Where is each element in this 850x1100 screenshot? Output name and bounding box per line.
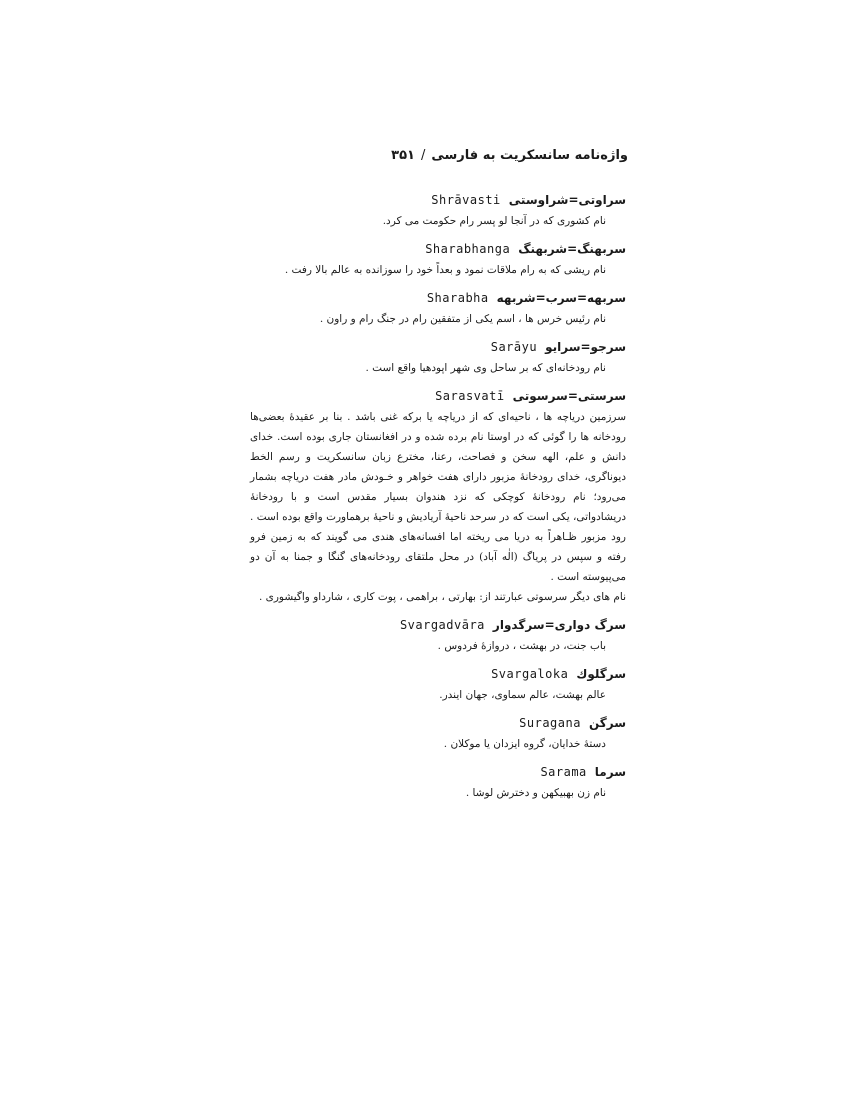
book-title: واژه‌نامه سانسکریت به فارسی bbox=[431, 148, 628, 163]
definition-paragraph: نام کشوری که در آنجا لو پسر رام حکومت می کرد. bbox=[382, 215, 606, 227]
definition-paragraph: نام ریشی که به رام ملاقات نمود و بعداً خود را سوزانده به عالم بالا رفت . bbox=[284, 264, 606, 276]
entry-transliteration: Sarama bbox=[540, 765, 587, 779]
dictionary-entry bbox=[250, 188, 626, 231]
entry-headword bbox=[250, 662, 626, 685]
entry-transliteration: Shrāvasti bbox=[431, 193, 501, 207]
definition-paragraph: نام رودخانه‌ای که بر ساحل وی شهر اپودهیا واقع است . bbox=[365, 362, 606, 374]
definition-paragraph: عالم بهشت، عالم سماوی، جهان ایندر. bbox=[439, 689, 606, 701]
entry-definition bbox=[250, 358, 626, 378]
entry-definition bbox=[250, 685, 626, 705]
entry-headword bbox=[250, 711, 626, 734]
definition-paragraph: باب جنت، در بهشت ، دروازهٔ فردوس . bbox=[437, 640, 606, 652]
entry-transliteration: Svargadvāra bbox=[399, 618, 485, 632]
entry-headword bbox=[250, 335, 626, 358]
dictionary-entry bbox=[250, 384, 626, 607]
definition-paragraph: نام های دیگر سرسوتی عبارتند از: بهارتی ، براهمی ، پوت کاری ، شارداو واگیشوری . bbox=[258, 591, 626, 603]
dictionary-entry bbox=[250, 237, 626, 280]
entry-transliteration: Sarāyu bbox=[490, 340, 538, 354]
entry-transliteration: Sharabha bbox=[426, 291, 489, 305]
entry-transliteration: Svargaloka bbox=[491, 667, 569, 681]
header-separator: / bbox=[420, 148, 426, 163]
entry-headword bbox=[250, 286, 626, 309]
entry-term: سرگلوك bbox=[576, 667, 626, 681]
entry-definition bbox=[250, 783, 626, 803]
entry-definition bbox=[250, 309, 626, 329]
page-number: ۳۵۱ bbox=[391, 148, 415, 163]
entry-term: سرستی=سرسوتی bbox=[512, 389, 626, 403]
entry-headword bbox=[250, 760, 626, 783]
entry-transliteration: Suragana bbox=[519, 716, 581, 730]
dictionary-entry bbox=[250, 286, 626, 329]
entry-definition bbox=[250, 407, 626, 607]
dictionary-entries bbox=[250, 188, 626, 809]
entry-transliteration: Sarasvatī bbox=[435, 389, 505, 403]
definition-paragraph: دستهٔ خدایان، گروه ایزدان یا موکلان . bbox=[443, 738, 606, 750]
definition-paragraph: نام رئیس خرس ها ، اسم یکی از متفقین رام در جنگ رام و راون . bbox=[319, 313, 606, 325]
dictionary-entry bbox=[250, 613, 626, 656]
definition-paragraph: نام زن بهبیکهن و دخترش لوشا . bbox=[465, 787, 606, 799]
entry-term: سرجو=سرایو bbox=[545, 340, 626, 354]
entry-definition bbox=[250, 211, 626, 231]
entry-term: سربهنگ=شربهنگ bbox=[518, 242, 626, 256]
definition-paragraph: سرزمین دریاچه ها ، ناحیه‌ای که از دریاچه یا برکه غنی باشد . بنا بر عقیدهٔ بعضی‌ها رودخانه ها را گوئی که در اوستا نام برده شده و در افغانستان جاری بوده است. خدای دانش و علم، الهه سخن و فصاحت، رعنا، مخترع زبان سانسکریت و رسم الخط دیوناگری، خدای رودخانهٔ مزبور دارای هفت خواهر و خـودش مادر هفت دریاچه بشمار می‌رود؛ نام رودخانهٔ کوچکی که نزد هندوان بسیار مقدس است و با رودخانهٔ دریشادواتی، یکی است که در سرحد ناحیهٔ آریادیش و ناحیهٔ برهماورت واقع بوده است . رود مزبور ظـاهراً به دریا می ریخته اما افسانه‌های هندی می گویند که به زمین فرو رفته و سپس در پریاگ (الٰه آباد) در محل ملتقای رودخانه‌های گنگا و جمنا به آن دو می‌پیوسته است . bbox=[250, 411, 626, 583]
dictionary-entry bbox=[250, 711, 626, 754]
entry-term: سرما bbox=[594, 765, 626, 779]
entry-transliteration: Sharabhanga bbox=[425, 242, 511, 256]
entry-definition bbox=[250, 734, 626, 754]
entry-definition bbox=[250, 260, 626, 280]
entry-term: سرگ دواری=سرگدوار bbox=[492, 618, 626, 632]
entry-term: سرگن bbox=[588, 716, 626, 730]
page-header bbox=[230, 148, 628, 163]
dictionary-entry bbox=[250, 760, 626, 803]
entry-headword bbox=[250, 237, 626, 260]
entry-headword bbox=[250, 384, 626, 407]
entry-headword bbox=[250, 188, 626, 211]
dictionary-entry bbox=[250, 335, 626, 378]
dictionary-entry bbox=[250, 662, 626, 705]
entry-definition bbox=[250, 636, 626, 656]
entry-term: سربهه=سرب=شربهه bbox=[496, 291, 626, 305]
entry-term: سراوتی=شراوستی bbox=[508, 193, 626, 207]
entry-headword bbox=[250, 613, 626, 636]
